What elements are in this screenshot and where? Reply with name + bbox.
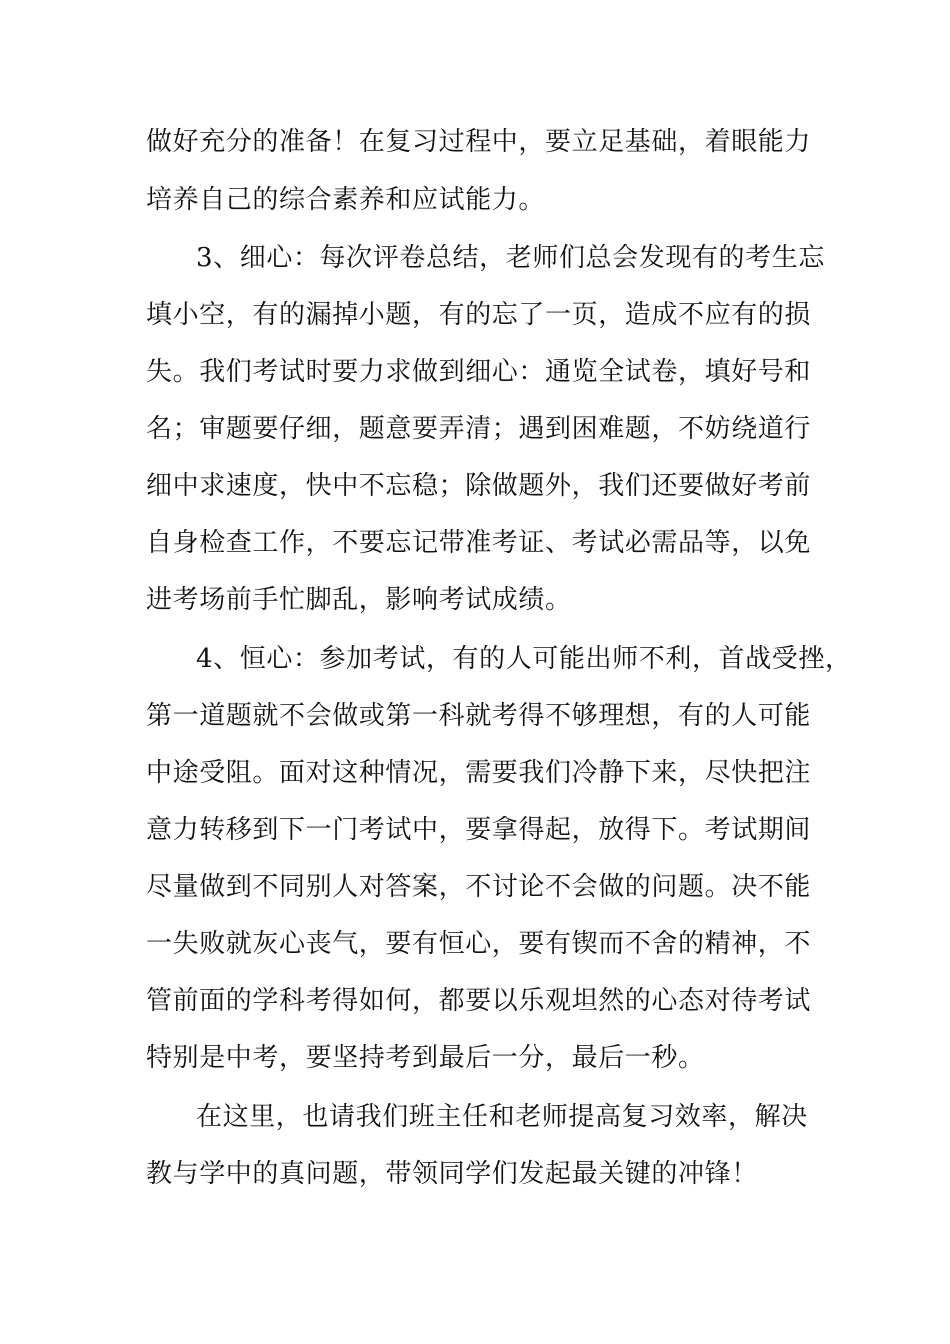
text-line: 细中求速度，快中不忘稳；除做题外，我们还要做好考前 — [146, 471, 812, 501]
text-line: 做好充分的准备！在复习过程中，要立足基础，着眼能力 — [146, 127, 812, 157]
text-line: 教与学中的真问题，带领同学们发起最关键的冲锋！ — [146, 1159, 758, 1189]
text-line: 一失败就灰心丧气，要有恒心，要有锲而不舍的精神，不 — [146, 929, 812, 959]
text-line: 培养自己的综合素养和应试能力。 — [146, 185, 546, 215]
text-line: 填小空，有的漏掉小题，有的忘了一页，造成不应有的损 — [146, 300, 812, 330]
paragraph-start-line: 3、细心：每次评卷总结，老师们总会发现有的考生忘 — [196, 243, 825, 273]
paragraph-start-line: 在这里，也请我们班主任和老师提高复习效率，解决 — [196, 1102, 808, 1132]
text-line: 进考场前手忙脚乱，影响考试成绩。 — [146, 585, 572, 615]
text-line: 尽量做到不同别人对答案，不讨论不会做的问题。决不能 — [146, 872, 812, 902]
text-line: 第一道题就不会做或第一科就考得不够理想，有的人可能 — [146, 701, 812, 731]
paragraph-start-line: 4、恒心：参加考试，有的人可能出师不利，首战受挫， — [196, 644, 852, 674]
text-line: 意力转移到下一门考试中，要拿得起，放得下。考试期间 — [146, 815, 812, 845]
text-line: 管前面的学科考得如何，都要以乐观坦然的心态对待考试 — [146, 986, 812, 1016]
text-line: 自身检查工作，不要忘记带准考证、考试必需品等，以免 — [146, 528, 812, 558]
text-line: 中途受阻。面对这种情况，需要我们冷静下来，尽快把注 — [146, 758, 812, 788]
text-line: 特别是中考，要坚持考到最后一分，最后一秒。 — [146, 1043, 705, 1073]
text-line: 名；审题要仔细，题意要弄清；遇到困难题，不妨绕道行 — [146, 414, 812, 444]
text-line: 失。我们考试时要力求做到细心：通览全试卷，填好号和 — [146, 357, 812, 387]
